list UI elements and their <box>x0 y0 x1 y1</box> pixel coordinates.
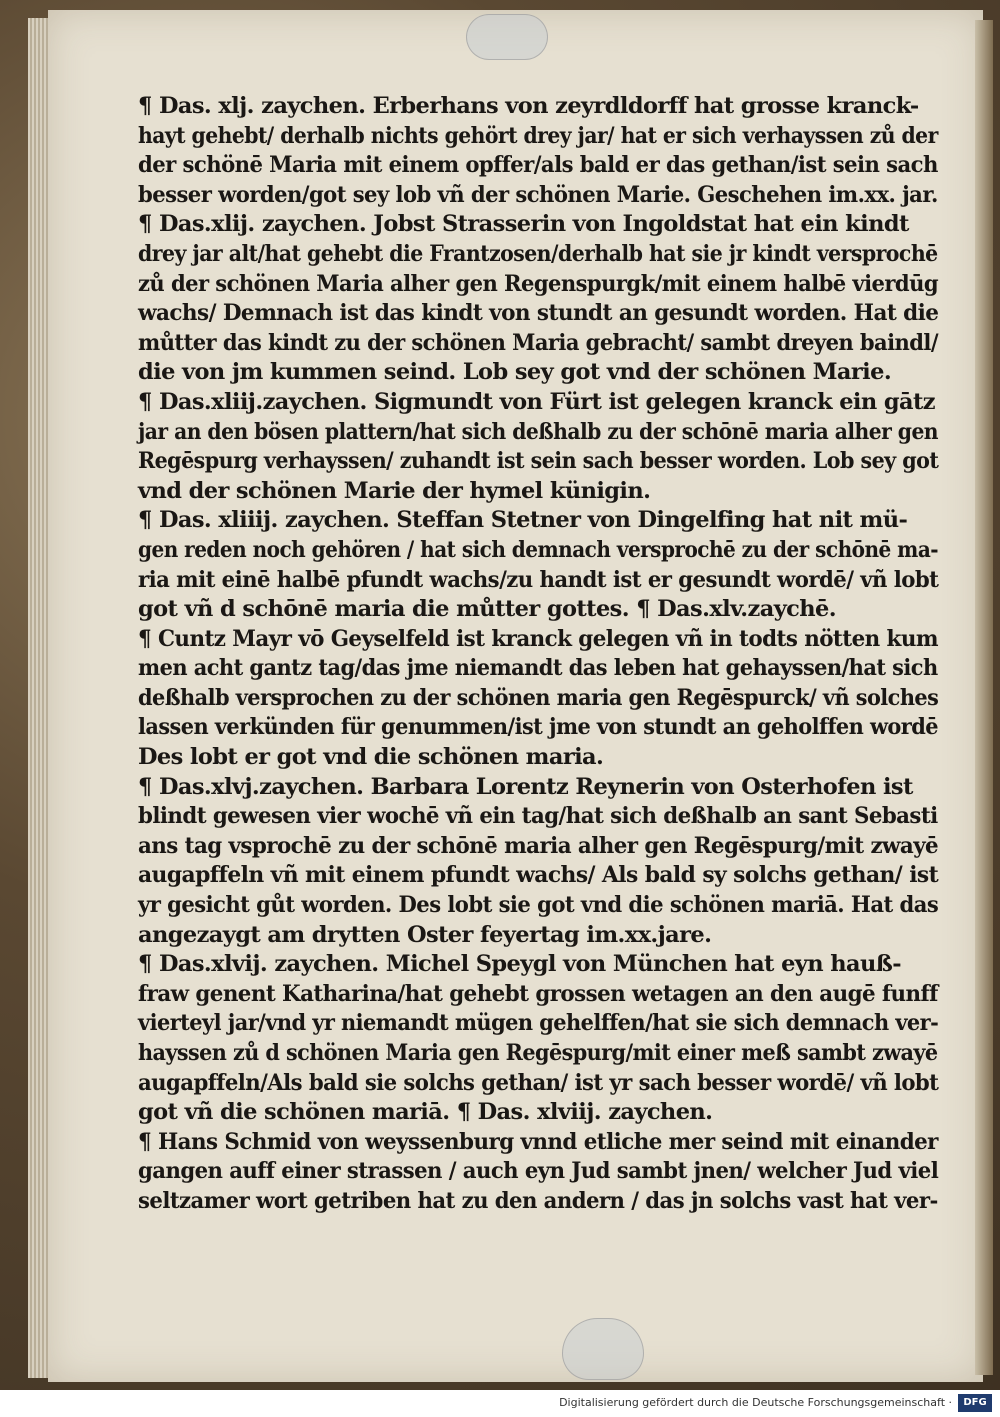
text-line: ria mit einē halbē pfundt wachs/zu handt ist er gesundt wordē/ vñ lobt <box>138 566 939 593</box>
text-line: ¶ Das. xliiij. zaychen. Steffan Stetner von Dingelfing hat nit mü- <box>138 507 908 534</box>
text-line: men acht gantz tag/das jme niemandt das leben hat gehayssen/hat sich <box>138 655 938 682</box>
text-line: augapffeln vñ mit einem pfundt wachs/ Als bald sy solchs gethan/ ist <box>138 862 939 889</box>
page-stack-edge <box>28 18 50 1378</box>
text-line: hayt gehebt/ derhalb nichts gehört drey jar/ hat er sich verhayssen zů der <box>138 122 938 149</box>
text-line: vnd der schönen Marie der hymel künigin. <box>138 477 651 504</box>
text-line: ¶ Hans Schmid von weyssenburg vnnd etliche mer seind mit einander <box>138 1128 938 1155</box>
text-line: deßhalb versprochen zu der schönen maria gen Regēspurck/ vñ solches <box>138 684 939 711</box>
text-line: gangen auff einer strassen / auch eyn Jud sambt jnen/ welcher Jud viel <box>138 1158 939 1185</box>
text-line: hayssen zů d schönen Maria gen Regēspurg/mit einer meß sambt zwayē <box>138 1040 938 1066</box>
page-right-edge <box>975 20 993 1375</box>
text-line: die von jm kummen seind. Lob sey got vnd der schönen Marie. <box>138 359 892 386</box>
text-line: ¶ Das.xliij.zaychen. Sigmundt von Fürt ist gelegen kranck ein gātz <box>138 388 935 415</box>
text-line: besser worden/got sey lob vñ der schönen Marie. Geschehen im.xx. jar. <box>138 181 938 208</box>
text-line: Des lobt er got vnd die schönen maria. <box>138 744 604 771</box>
page-clip-top <box>466 14 548 60</box>
page-text <box>138 92 938 1217</box>
text-line: yr gesicht gůt worden. Des lobt sie got vnd die schönen mariā. Hat das <box>138 892 939 919</box>
text-line: ¶ Das.xlvj.zaychen. Barbara Lorentz Reynerin von Osterhofen ist <box>138 773 913 800</box>
page-clip-bottom <box>562 1318 644 1380</box>
text-line: vierteyl jar/vnd yr niemandt mügen gehelffen/hat sie sich demnach ver- <box>138 1010 939 1037</box>
text-line: drey jar alt/hat gehebt die Frantzosen/derhalb hat sie jr kindt versprochē <box>138 240 938 267</box>
text-line: got vñ die schönen mariā. ¶ Das. xlviij. zaychen. <box>138 1099 713 1126</box>
text-line: ¶ Das. xlj. zaychen. Erberhans von zeyrdldorff hat grosse kranck- <box>138 93 919 119</box>
text-line: blindt gewesen vier wochē vñ ein tag/hat sich deßhalb an sant Sebasti <box>138 803 938 830</box>
text-line: ¶ Das.xlij. zaychen. Jobst Strasserin von Ingoldstat hat ein kindt <box>138 211 909 238</box>
text-line: ¶ Cuntz Mayr vō Geyselfeld ist kranck gelegen vñ in todts nötten kum <box>138 625 938 652</box>
funding-notice: Digitalisierung gefördert durch die Deutsche Forschungsgemeinschaft · <box>559 1396 952 1409</box>
footer-bar <box>0 1390 1000 1417</box>
text-line: můtter das kindt zu der schönen Maria gebracht/ sambt dreyen baindl/ <box>138 329 938 356</box>
text-line: got vñ d schōnē maria die můtter gottes. ¶ Das.xlv.zaychē. <box>138 596 836 623</box>
text-line: gen reden noch gehören / hat sich demnach versprochē zu der schōnē ma- <box>138 536 939 563</box>
text-line: jar an den bösen plattern/hat sich deßhalb zu der schōnē maria alher gen <box>138 418 939 445</box>
text-line: seltzamer wort getriben hat zu den andern / das jn solchs vast hat ver- <box>138 1187 938 1214</box>
text-line: ans tag vsprochē zu der schōnē maria alher gen Regēspurg/mit zwayē <box>138 832 939 859</box>
text-line: angezaygt am drytten Oster feyertag im.xx.jare. <box>138 921 712 948</box>
text-line: Regēspurg verhayssen/ zuhandt ist sein sach besser worden. Lob sey got <box>138 448 939 475</box>
dfg-logo[interactable]: DFG <box>958 1394 992 1412</box>
text-line: der schönē Maria mit einem opffer/als bald er das gethan/ist sein sach <box>138 152 938 179</box>
text-line: ¶ Das.xlvij. zaychen. Michel Speygl von München hat eyn hauß- <box>138 951 901 978</box>
text-line: zů der schönen Maria alher gen Regenspurgk/mit einem halbē vierdūg <box>138 270 939 297</box>
text-line: wachs/ Demnach ist das kindt von stundt an gesundt worden. Hat die <box>138 300 939 327</box>
text-line: fraw genent Katharina/hat gehebt grossen wetagen an den augē funff <box>138 980 938 1007</box>
text-line: augapffeln/Als bald sie solchs gethan/ ist yr sach besser wordē/ vñ lobt <box>138 1069 939 1096</box>
text-line: lassen verkünden für genummen/ist jme von stundt an geholffen wordē <box>138 714 938 741</box>
